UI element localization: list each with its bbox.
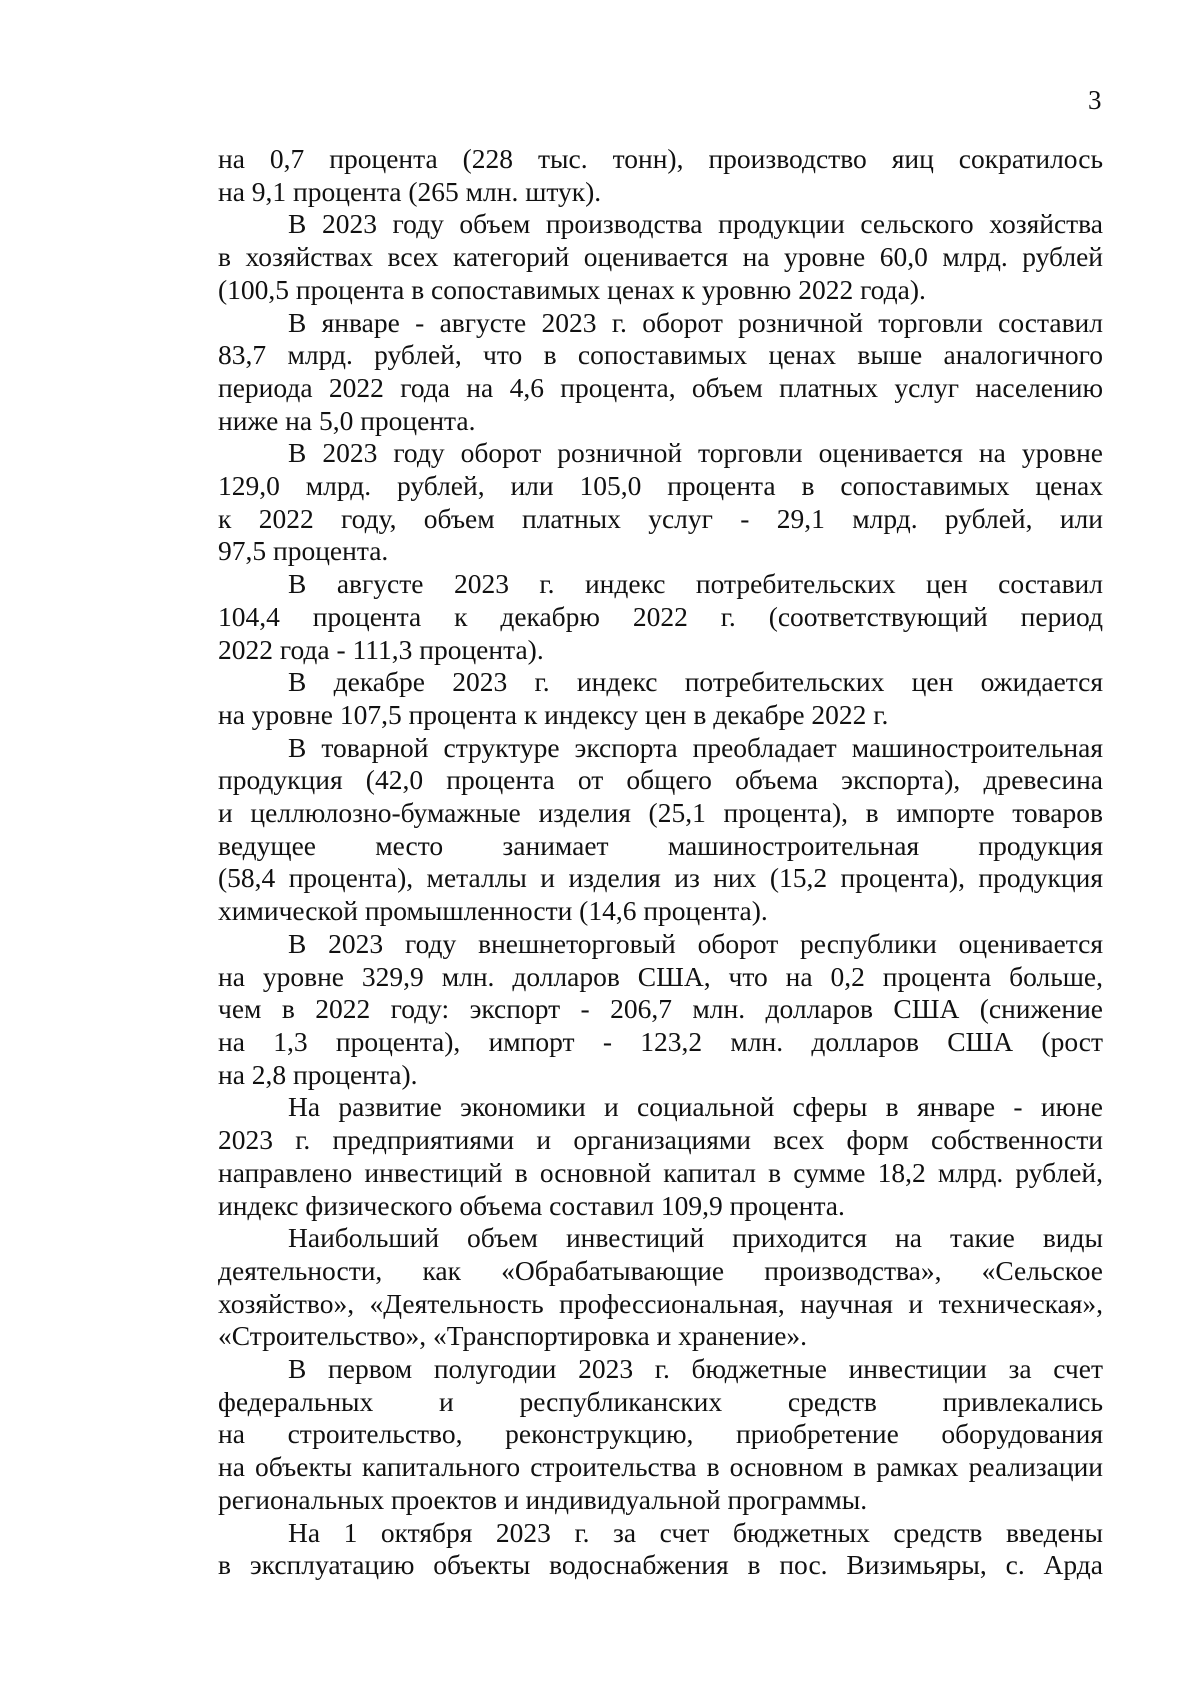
text-line: Наибольший объем инвестиций приходится на такие виды [288,1222,1103,1254]
paragraph [218,1091,1103,1222]
paragraph [218,307,1103,438]
text-line: В 2023 году оборот розничной торговли оценивается на уровне [288,437,1103,469]
text-line: «Строительство», «Транспортировка и хранение». [218,1320,808,1352]
text-line: ведущее место занимает машиностроительная продукция [218,829,1103,861]
paragraph [218,437,1103,568]
text-line: В первом полугодии 2023 г. бюджетные инвестиции за счет [288,1353,1103,1385]
paragraph [218,1517,1103,1582]
paragraph [218,208,1103,306]
paragraph [218,568,1103,666]
text-line: деятельности, как «Обрабатывающие производства», «Сельское [218,1254,1103,1286]
text-line: на строительство, реконструкцию, приобретение оборудования [218,1418,1103,1450]
text-line: на 9,1 процента (265 млн. штук). [218,175,602,207]
text-line: В январе - августе 2023 г. оборот розничной торговли составил [288,306,1103,338]
text-line: на уровне 107,5 процента к индексу цен в декабре 2022 г. [218,698,889,730]
page-number: 3 [1088,85,1102,115]
text-line: На 1 октября 2023 г. за счет бюджетных средств введены [288,1516,1103,1548]
text-line: в эксплуатацию объекты водоснабжения в пос. Визимьяры, с. Арда [218,1549,1103,1581]
text-line: на объекты капитального строительства в основном в рамках реализации [218,1451,1103,1483]
text-line: на 2,8 процента). [218,1058,418,1090]
text-line: направлено инвестиций в основной капитал в сумме 18,2 млрд. рублей, [218,1156,1103,1188]
text-line: федеральных и республиканских средств привлекались [218,1385,1103,1417]
text-line: ниже на 5,0 процента. [218,404,476,436]
text-line: на уровне 329,9 млн. долларов США, что на 0,2 процента больше, [218,960,1103,992]
text-line: хозяйство», «Деятельность профессиональная, научная и техническая», [218,1287,1103,1319]
paragraph [218,666,1103,731]
text-line: В товарной структуре экспорта преобладает машиностроительная [288,731,1103,763]
text-line: индекс физического объема составил 109,9 процента. [218,1189,845,1221]
text-line: 83,7 млрд. рублей, что в сопоставимых ценах выше аналогичного [218,339,1103,371]
text-line: В августе 2023 г. индекс потребительских цен составил [288,568,1103,600]
text-line: в хозяйствах всех категорий оценивается на уровне 60,0 млрд. рублей [218,241,1103,273]
text-line: на 0,7 процента (228 тыс. тонн), производство яиц сократилось [218,143,1103,174]
document-body [218,143,1103,1582]
text-line: 129,0 млрд. рублей, или 105,0 процента в сопоставимых ценах [218,470,1103,502]
text-line: периода 2022 года на 4,6 процента, объем платных услуг населению [218,371,1103,403]
text-line: 97,5 процента. [218,535,389,567]
text-line: 104,4 процента к декабрю 2022 г. (соответствующий период [218,600,1103,632]
text-line: В декабре 2023 г. индекс потребительских цен ожидается [288,666,1103,698]
text-line: к 2022 году, объем платных услуг - 29,1 млрд. рублей, или [218,502,1103,534]
text-line: на 1,3 процента), импорт - 123,2 млн. долларов США (рост [218,1025,1103,1057]
text-line: 2023 г. предприятиями и организациями всех форм собственности [218,1124,1103,1156]
text-line: (100,5 процента в сопоставимых ценах к уровню 2022 года). [218,273,926,305]
text-line: В 2023 году объем производства продукции сельского хозяйства [288,208,1103,240]
text-line: региональных проектов и индивидуальной программы. [218,1483,868,1515]
text-line: В 2023 году внешнеторговый оборот республики оценивается [288,927,1103,959]
paragraph [218,143,1103,208]
text-line: (58,4 процента), металлы и изделия из них (15,2 процента), продукция [218,862,1103,894]
paragraph [218,732,1103,928]
text-line: 2022 года - 111,3 процента). [218,633,544,665]
text-line: продукция (42,0 процента от общего объема экспорта), древесина [218,764,1103,796]
paragraph [218,1353,1103,1517]
text-line: чем в 2022 году: экспорт - 206,7 млн. долларов США (снижение [218,993,1103,1025]
text-line: и целлюлозно-бумажные изделия (25,1 процента), в импорте товаров [218,797,1103,829]
paragraph [218,928,1103,1092]
text-line: химической промышленности (14,6 процента). [218,895,768,927]
text-line: На развитие экономики и социальной сферы в январе - июне [288,1091,1103,1123]
paragraph [218,1222,1103,1353]
